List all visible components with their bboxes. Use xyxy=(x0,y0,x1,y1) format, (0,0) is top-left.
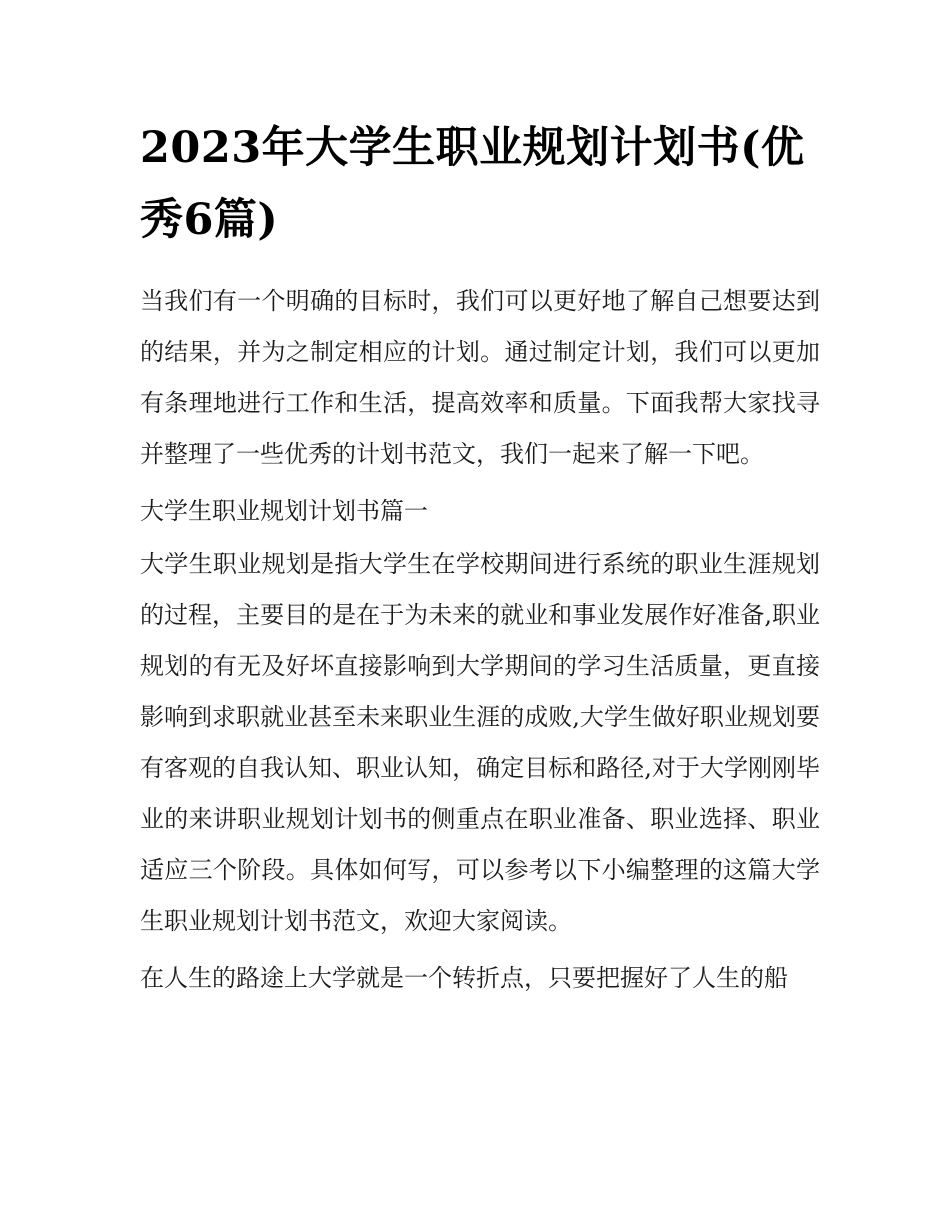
section-heading: 大学生职业规划计划书篇一 xyxy=(140,497,428,525)
intro-paragraph: 当我们有一个明确的目标时，我们可以更好地了解自己想要达到的结果，并为之制定相应的计划。通过制定计划，我们可以更加有条理地进行工作和生活，提高效率和质量。下面我帮大家找寻并整理了一些优秀的计划书范文，我们一起来了解一下吧。 xyxy=(140,287,820,468)
section-paragraph-2: 在人生的路途上大学就是一个转折点，只要把握好了人生的船 xyxy=(140,964,788,992)
section-paragraph-1: 大学生职业规划是指大学生在学校期间进行系统的职业生涯规划的过程，主要目的是在于为未来的就业和事业发展作好准备,职业规划的有无及好坏直接影响到大学期间的学习生活质量，更直接影响到求职就业甚至未来职业生涯的成败,大学生做好职业规划要有客观的自我认知、职业认知，确定目标和路径,对于大学刚刚毕业的来讲职业规划计划书的侧重点在职业准备、职业选择、职业适应三个阶段。具体如何写，可以参考以下小编整理的这篇大学生职业规划计划书范文，欢迎大家阅读。 xyxy=(140,550,820,935)
document-title: 2023年大学生职业规划计划书(优秀6篇) xyxy=(140,123,805,245)
document-page xyxy=(140,112,820,1010)
